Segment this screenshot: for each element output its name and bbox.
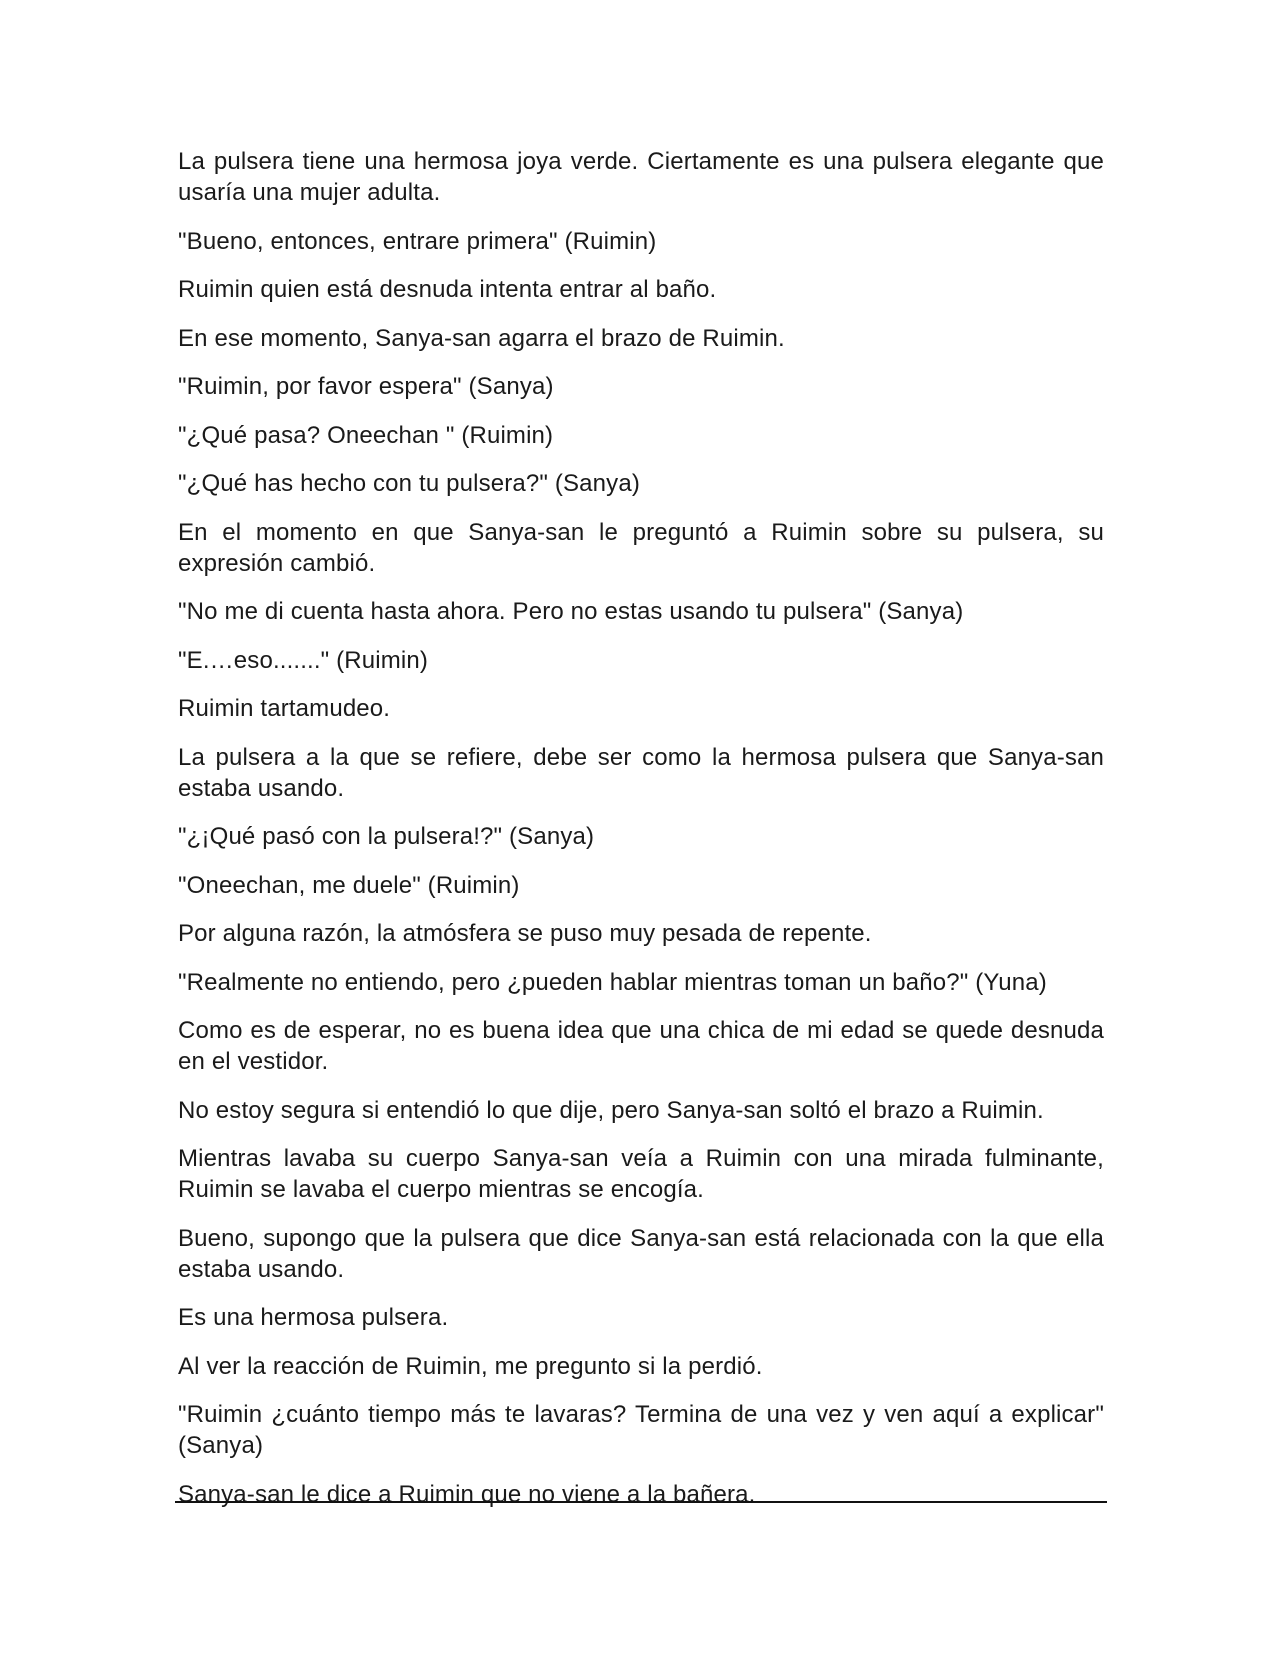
dialogue-line: "Ruimin, por favor espera" (Sanya) <box>178 373 554 400</box>
dialogue-line: "No me di cuenta hasta ahora. Pero no estas usando tu pulsera" (Sanya) <box>178 598 964 625</box>
paragraph: Mientras lavaba su cuerpo Sanya-san veía a Ruimin con una mirada fulminante, Ruimin se lavaba el cuerpo mientras se encogía. <box>178 1145 1104 1203</box>
dialogue-line: "¿Qué pasa? Oneechan " (Ruimin) <box>178 421 554 449</box>
paragraph: No estoy segura si entendió lo que dije, pero Sanya-san soltó el brazo a Ruimin. <box>178 1096 1044 1124</box>
dialogue-line: "Bueno, entonces, entrare primera" (Ruimin) <box>178 227 657 255</box>
paragraph: Es una hermosa pulsera. <box>178 1304 449 1331</box>
dialogue-line: "E.…eso......." (Ruimin) <box>178 646 429 674</box>
dialogue-line: "¿¡Qué pasó con la pulsera!?" (Sanya) <box>178 823 595 850</box>
paragraph: La pulsera tiene una hermosa joya verde. Ciertamente es una pulsera elegante que usaría una mujer adulta. <box>178 148 1104 206</box>
dialogue-line: "¿Qué has hecho con tu pulsera?" (Sanya) <box>178 470 640 497</box>
paragraph: En el momento en que Sanya-san le preguntó a Ruimin sobre su pulsera, su expresión cambió. <box>178 518 1104 577</box>
paragraph: Bueno, supongo que la pulsera que dice Sanya-san está relacionada con la que ella estaba usando. <box>178 1224 1104 1283</box>
paragraph: En ese momento, Sanya-san agarra el brazo de Ruimin. <box>178 324 785 352</box>
paragraph: Sanya-san le dice a Ruimin que no viene a la bañera. <box>178 1480 756 1508</box>
dialogue-line: "Ruimin ¿cuánto tiempo más te lavaras? Termina de una vez y ven aquí a explicar" (Sanya) <box>178 1401 1104 1459</box>
paragraph: Por alguna razón, la atmósfera se puso muy pesada de repente. <box>178 920 872 947</box>
paragraph: Al ver la reacción de Ruimin, me pregunto si la perdió. <box>178 1352 763 1380</box>
paragraph: Ruimin quien está desnuda intenta entrar al baño. <box>178 276 717 303</box>
paragraph: Como es de esperar, no es buena idea que una chica de mi edad se quede desnuda en el vestidor. <box>178 1017 1104 1075</box>
dialogue-line: "Oneechan, me duele" (Ruimin) <box>178 871 520 899</box>
dialogue-line: "Realmente no entiendo, pero ¿pueden hablar mientras toman un baño?" (Yuna) <box>178 968 1047 996</box>
bottom-divider <box>175 1501 1107 1503</box>
document-body <box>178 146 1104 1527</box>
paragraph: La pulsera a la que se refiere, debe ser como la hermosa pulsera que Sanya-san estaba usando. <box>178 743 1104 802</box>
paragraph: Ruimin tartamudeo. <box>178 695 391 722</box>
